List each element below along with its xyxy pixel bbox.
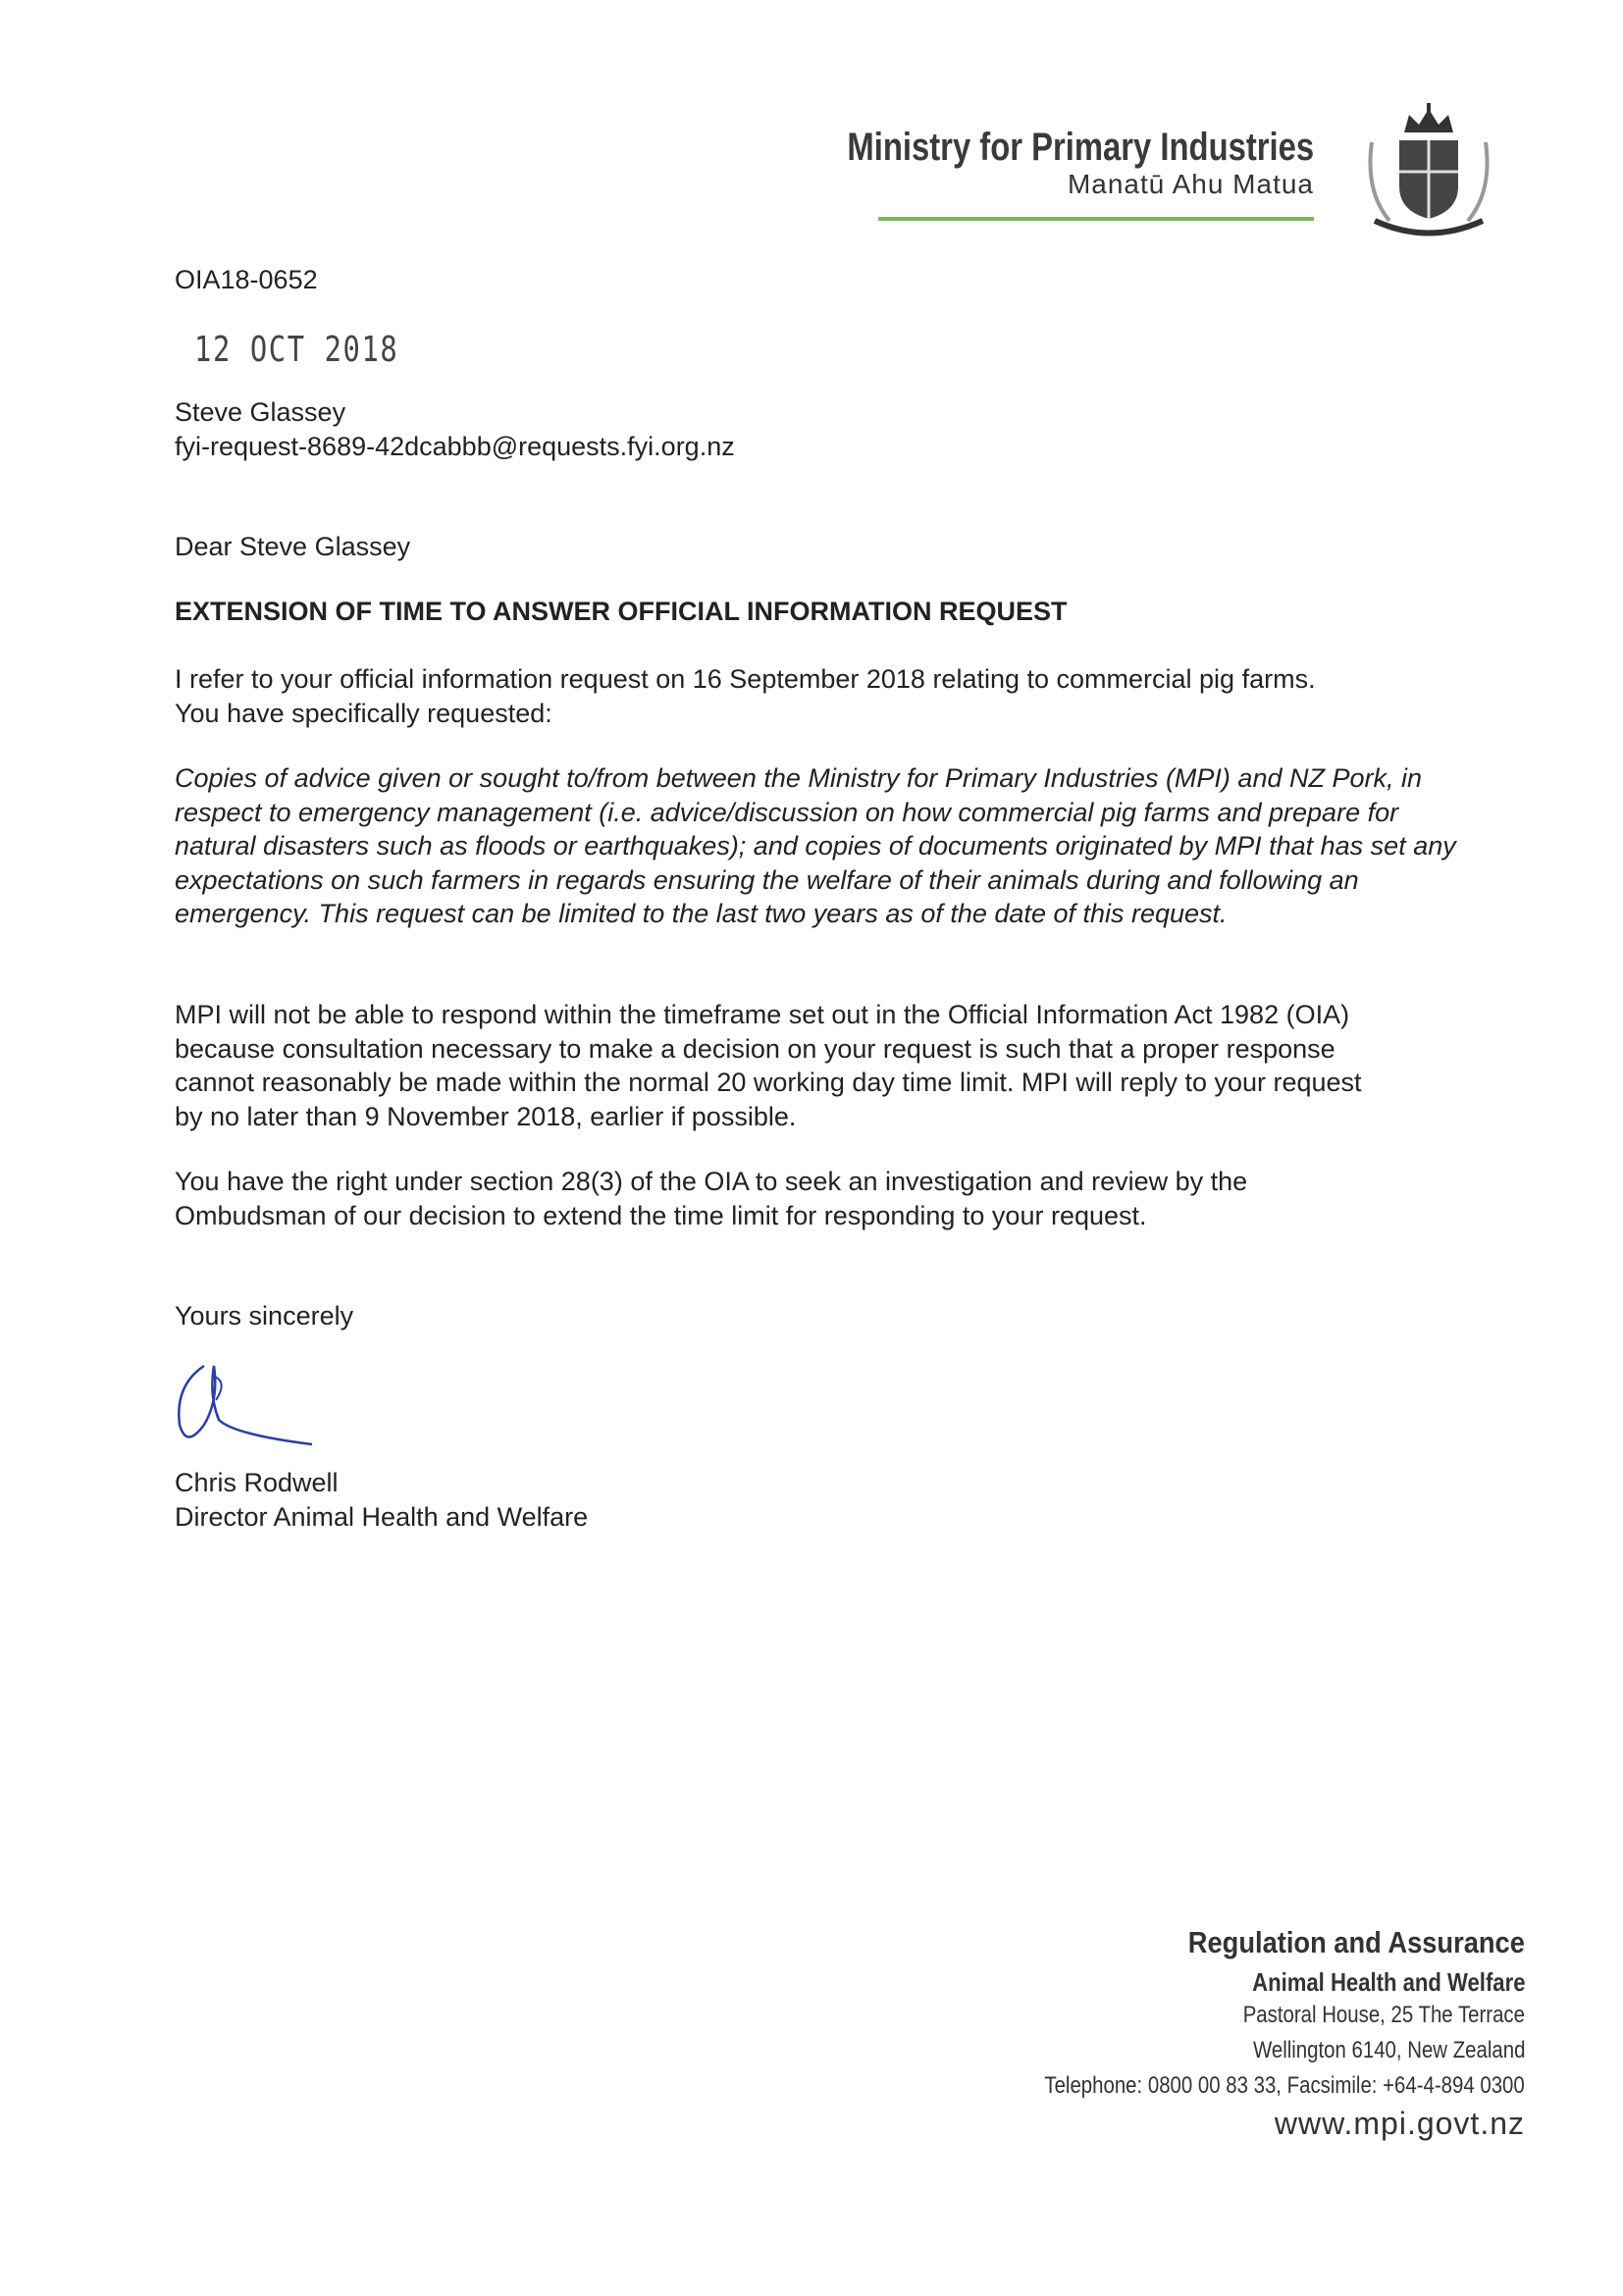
paragraph-intro: I refer to your official information request on 16 September 2018 relating to commercial pig farms. You have specifically requested: bbox=[175, 664, 1316, 728]
recipient-email: fyi-request-8689-42dcabbb@requests.fyi.org.nz bbox=[175, 432, 735, 461]
paragraph-extension: MPI will not be able to respond within the timeframe set out in the Official Information Act 1982 (OIA) because consultation necessary to make a decision on your request is such that a proper response cannot reasonably be made within the normal 20 working day time limit. MPI will reply to your request by no later than 9 November 2018, earlier if possible. bbox=[175, 1000, 1362, 1131]
footer-website: www.mpi.govt.nz bbox=[1274, 2106, 1525, 2141]
footer-division: Regulation and Assurance bbox=[1187, 1925, 1525, 1959]
nz-coat-of-arms-icon bbox=[1350, 103, 1507, 245]
org-name-maori: Manatū Ahu Matua bbox=[1067, 169, 1314, 199]
paragraph-rights: You have the right under section 28(3) of the OIA to seek an investigation and review by the Ombudsman of our decision to extend the time limit for responding to your request. bbox=[175, 1167, 1248, 1230]
reference-number: OIA18-0652 bbox=[175, 265, 318, 294]
quoted-request: Copies of advice given or sought to/from between the Ministry for Primary Industries (MPI) and NZ Pork, in respect to emergency management (i.e. advice/discussion on how commercial pig farms and prepare for natural disasters such as floods or earthquakes); and copies of documents originated by MPI that has set any expectations on such farmers in regards ensuring the welfare of their animals during and following an emergency. This request can be limited to the last two years as of the date of this request. bbox=[175, 763, 1456, 929]
letterhead-rule bbox=[878, 217, 1314, 221]
recipient-name: Steve Glassey bbox=[175, 397, 346, 427]
footer-contact: Telephone: 0800 00 83 33, Facsimile: +64-4-894 0300 bbox=[1044, 2072, 1525, 2099]
subject-heading: EXTENSION OF TIME TO ANSWER OFFICIAL INFORMATION REQUEST bbox=[175, 597, 1068, 626]
footer-address-line2: Wellington 6140, New Zealand bbox=[1252, 2037, 1525, 2063]
signatory-title: Director Animal Health and Welfare bbox=[175, 1502, 589, 1532]
footer-address-line1: Pastoral House, 25 The Terrace bbox=[1242, 2002, 1525, 2028]
signature bbox=[175, 1346, 322, 1454]
org-name: Ministry for Primary Industries bbox=[847, 126, 1314, 169]
date-stamp: 12 OCT 2018 bbox=[194, 330, 399, 370]
closing: Yours sincerely bbox=[175, 1301, 354, 1331]
signatory-name: Chris Rodwell bbox=[175, 1468, 339, 1497]
salutation: Dear Steve Glassey bbox=[175, 532, 411, 561]
footer-unit: Animal Health and Welfare bbox=[1251, 1967, 1525, 1997]
